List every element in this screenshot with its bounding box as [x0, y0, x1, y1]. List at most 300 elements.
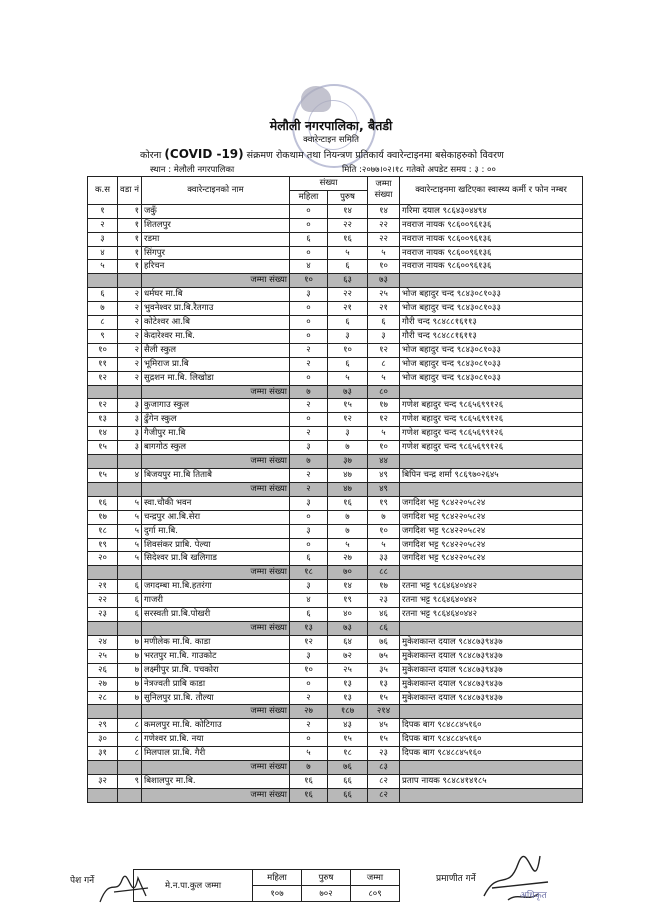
cell-male: १६	[328, 496, 368, 510]
table-row	[88, 413, 583, 427]
cell-ward: ३	[118, 399, 142, 413]
cell-male: ३	[328, 427, 368, 441]
cell-male: १८	[328, 747, 368, 761]
cell-blank	[88, 385, 118, 399]
table-row	[88, 343, 583, 357]
cell-male: १६	[328, 232, 368, 246]
cell-contact: जगदिश भट्ट ९८४२२०५८२४	[400, 552, 583, 566]
cell-contact: नवराज नायक ९८६००९६१३६	[400, 260, 583, 274]
cell-contact: गणेश बहादुर चन्द ९८६५६९९१२६	[400, 399, 583, 413]
update-date: मिति :२०७७।०२।१८ गतेको अपडेट समय : ३ : ००	[342, 165, 496, 175]
cell-contact: जगदिश भट्ट ९८४२२०५८२४	[400, 510, 583, 524]
cell-total: ७	[368, 510, 400, 524]
cell-ward: २	[118, 302, 142, 316]
subtotal-row	[88, 455, 583, 469]
cell-total: ८६	[368, 621, 400, 635]
cell-male: ४०	[328, 608, 368, 622]
cell-male: २५	[328, 663, 368, 677]
cell-serial: ३१	[88, 747, 118, 761]
cell-blank	[400, 566, 583, 580]
table-row	[88, 663, 583, 677]
cell-blank	[400, 385, 583, 399]
cell-serial: ७	[88, 302, 118, 316]
cell-serial: २२	[88, 594, 118, 608]
cell-female: ७	[290, 455, 328, 469]
subject-suffix: संक्रमण रोकथाम तथा नियन्त्रण प्रतिकार्य क्वारेन्टाइनमा बसेकाहरुको विवरण	[243, 150, 504, 161]
cell-female: ४	[290, 260, 328, 274]
cell-female: ५	[290, 747, 328, 761]
table-row	[88, 635, 583, 649]
cell-female: ३	[290, 496, 328, 510]
cell-female: ०	[290, 204, 328, 218]
cell-total: २३	[368, 747, 400, 761]
cell-serial: २१	[88, 580, 118, 594]
cell-male: २१	[328, 302, 368, 316]
table-row	[88, 302, 583, 316]
grand-total-label: मे.न.पा.कुल जम्मा	[134, 870, 253, 902]
cell-blank	[400, 621, 583, 635]
cell-contact: मुकेशकान्त दयाल ९८४८७३९४३७	[400, 677, 583, 691]
cell-contact: नवराज नायक ९८६००९६१३६	[400, 218, 583, 232]
cell-female: ०	[290, 329, 328, 343]
cell-female: १३	[290, 621, 328, 635]
cell-serial: ३०	[88, 733, 118, 747]
cell-total: १५	[368, 733, 400, 747]
cell-blank	[118, 621, 142, 635]
cell-male: ३	[328, 329, 368, 343]
subtotal-label: जम्मा संख्या	[142, 274, 290, 288]
cell-ward: ६	[118, 608, 142, 622]
cell-total: २५	[368, 288, 400, 302]
cell-male: १२	[328, 413, 368, 427]
cell-total: १०	[368, 524, 400, 538]
cell-male: ४३	[328, 719, 368, 733]
cell-total: ५	[368, 246, 400, 260]
cell-female: ३	[290, 580, 328, 594]
col-name: क्वारेन्टाइनको नाम	[142, 177, 290, 205]
cell-serial: २६	[88, 663, 118, 677]
cell-name: रडमा	[142, 232, 290, 246]
office-title: मेलौली नगरपालिका, बैतडी	[269, 118, 393, 133]
cell-name: सिंगपुर	[142, 246, 290, 260]
cell-total: २२	[368, 218, 400, 232]
cell-blank	[118, 705, 142, 719]
cell-total: ४४	[368, 455, 400, 469]
cell-contact: प्रताप नायक ९८४८४१४१८५	[400, 774, 583, 788]
subtotal-label: जम्मा संख्या	[142, 566, 290, 580]
cell-male: ७३	[328, 621, 368, 635]
cell-total: १२	[368, 343, 400, 357]
cell-contact: दिपक बाग ९८४८८४५१६०	[400, 733, 583, 747]
subtotal-label: जम्मा संख्या	[142, 621, 290, 635]
subtotal-row	[88, 385, 583, 399]
cell-male: २७	[328, 552, 368, 566]
cell-serial: १२	[88, 371, 118, 385]
cell-serial: ८	[88, 316, 118, 330]
cell-total: १०	[368, 441, 400, 455]
cell-male: ७	[328, 524, 368, 538]
cell-contact: गौरी चन्द ९८४८८१६११३	[400, 329, 583, 343]
cell-total: १३	[368, 677, 400, 691]
cell-serial: १०	[88, 343, 118, 357]
cell-male: ७	[328, 441, 368, 455]
cell-total: ६	[368, 316, 400, 330]
cell-female: २	[290, 482, 328, 496]
table-row	[88, 733, 583, 747]
cell-serial: २५	[88, 649, 118, 663]
cell-male: ४७	[328, 469, 368, 483]
cell-name: कमलपुर मा.बि. कोटिगाउ	[142, 719, 290, 733]
office-subtitle: क्वारेन्टाइन समिति	[303, 135, 359, 145]
cell-serial: १	[88, 204, 118, 218]
cell-male: ६६	[328, 788, 368, 802]
table-row	[88, 580, 583, 594]
cell-female: २	[290, 691, 328, 705]
cell-blank	[118, 455, 142, 469]
cell-serial: १५	[88, 469, 118, 483]
cell-ward: २	[118, 288, 142, 302]
cell-ward: ७	[118, 691, 142, 705]
cell-contact: गौरी चन्द ९८४८८१६११३	[400, 316, 583, 330]
table-body	[88, 204, 583, 802]
cell-name: हरिचन	[142, 260, 290, 274]
subtotal-row	[88, 566, 583, 580]
cell-total: १७	[368, 399, 400, 413]
col-male: पुरुष	[328, 190, 368, 204]
cell-female: ३	[290, 288, 328, 302]
cell-female: २	[290, 399, 328, 413]
grand-total-head: जम्मा	[351, 870, 400, 886]
cell-female: ६	[290, 608, 328, 622]
cell-male: १९	[328, 594, 368, 608]
cell-serial: १६	[88, 496, 118, 510]
cell-female: २	[290, 469, 328, 483]
cell-serial: २४	[88, 635, 118, 649]
cell-male: ७३	[328, 385, 368, 399]
cell-blank	[400, 482, 583, 496]
cell-total: ८२	[368, 788, 400, 802]
cell-ward: ७	[118, 635, 142, 649]
cell-blank	[88, 705, 118, 719]
table-row	[88, 399, 583, 413]
cell-name: भुवनेश्वर प्रा.बि.रैतगाउ	[142, 302, 290, 316]
cell-contact: गरिमा दयाल ९८६४३०४४९४	[400, 204, 583, 218]
table-row	[88, 260, 583, 274]
cell-female: ०	[290, 413, 328, 427]
col-total: जम्मा संख्या	[368, 177, 400, 205]
cell-blank	[400, 274, 583, 288]
cell-blank	[118, 385, 142, 399]
cell-serial: ४	[88, 246, 118, 260]
table-row	[88, 232, 583, 246]
cell-ward: ५	[118, 538, 142, 552]
cell-female: ६	[290, 232, 328, 246]
cell-name: भरतपुर मा.बि. गाउकोट	[142, 649, 290, 663]
cell-blank	[88, 761, 118, 775]
cell-name: जकुँ	[142, 204, 290, 218]
cell-male: १०	[328, 343, 368, 357]
cell-name: कुजागाउ स्कुल	[142, 399, 290, 413]
grand-female-value: १०७	[253, 886, 302, 902]
cell-serial: ३	[88, 232, 118, 246]
cell-name: कोटेश्वर आ.बि	[142, 316, 290, 330]
col-ward: वडा नं	[118, 177, 142, 205]
cell-name: चन्द्रपुर आ.बि.सेरा	[142, 510, 290, 524]
cell-name: बिजयपुर मा.बि तिताबै	[142, 469, 290, 483]
cell-ward: १	[118, 260, 142, 274]
table-row	[88, 427, 583, 441]
table-row	[88, 218, 583, 232]
cell-male: १५	[328, 399, 368, 413]
cell-female: २	[290, 427, 328, 441]
cell-male: ६	[328, 260, 368, 274]
cell-female: १०	[290, 274, 328, 288]
cell-name: गैजीपुर मा.बि	[142, 427, 290, 441]
cell-serial: १३	[88, 413, 118, 427]
cell-ward: ७	[118, 663, 142, 677]
table-row	[88, 719, 583, 733]
cell-ward: १	[118, 246, 142, 260]
table-row	[88, 691, 583, 705]
cell-ward: ८	[118, 719, 142, 733]
cell-ward: ३	[118, 427, 142, 441]
cell-male: ७	[328, 510, 368, 524]
cell-total: ७५	[368, 649, 400, 663]
table-row	[88, 441, 583, 455]
cell-female: ४	[290, 594, 328, 608]
table-row	[88, 649, 583, 663]
cell-female: १२	[290, 635, 328, 649]
cell-name: ढुँगेन स्कुल	[142, 413, 290, 427]
cell-contact: मुकेशकान्त दयाल ९८४८७३९४३७	[400, 635, 583, 649]
table-row	[88, 357, 583, 371]
cell-female: ०	[290, 316, 328, 330]
cell-serial: २९	[88, 719, 118, 733]
cell-ward: १	[118, 204, 142, 218]
cell-male: ६३	[328, 274, 368, 288]
cell-name: मणीलेक मा.बि. काडा	[142, 635, 290, 649]
grand-total-value: ८०९	[351, 886, 400, 902]
cell-ward: ५	[118, 524, 142, 538]
cell-total: २१४	[368, 705, 400, 719]
cell-female: ०	[290, 733, 328, 747]
cell-ward: १	[118, 218, 142, 232]
table-row	[88, 246, 583, 260]
table-row	[88, 329, 583, 343]
cell-contact: बिपिन चन्द्र शर्मा ९८६९७०२६४५	[400, 469, 583, 483]
cell-female: ३	[290, 649, 328, 663]
table-row	[88, 747, 583, 761]
cell-female: २	[290, 719, 328, 733]
cell-serial: २	[88, 218, 118, 232]
col-count: संख्या	[290, 177, 368, 191]
cell-ward: २	[118, 357, 142, 371]
cell-total: २३	[368, 594, 400, 608]
grand-total-table	[133, 869, 400, 902]
cell-ward: ६	[118, 580, 142, 594]
cell-serial: २०	[88, 552, 118, 566]
cell-total: ४९	[368, 482, 400, 496]
table-row	[88, 552, 583, 566]
cell-contact: दिपक बाग ९८४८८४५१६०	[400, 719, 583, 733]
cell-total: ४९	[368, 469, 400, 483]
cell-total: ५	[368, 427, 400, 441]
cell-name: धर्मघर मा.बि	[142, 288, 290, 302]
approved-by-label: प्रमाणीत गर्ने	[436, 874, 476, 884]
cell-male: ७२	[328, 649, 368, 663]
cell-serial: १२	[88, 399, 118, 413]
cell-name: केदारेश्वर मा.बि.	[142, 329, 290, 343]
cell-total: ७६	[368, 635, 400, 649]
table-row	[88, 288, 583, 302]
cell-total: ७३	[368, 274, 400, 288]
document-subject	[140, 147, 504, 161]
cell-blank	[400, 788, 583, 802]
cell-total: ८	[368, 357, 400, 371]
subtotal-label: जम्मा संख्या	[142, 788, 290, 802]
cell-total: १७	[368, 580, 400, 594]
table-row	[88, 594, 583, 608]
cell-contact: रतना भट्ट ९८६४६४०४४२	[400, 608, 583, 622]
table-row	[88, 469, 583, 483]
cell-total: ८३	[368, 761, 400, 775]
cell-contact: गणेश बहादुर चन्द ९८६५६९९१२६	[400, 441, 583, 455]
cell-blank	[118, 274, 142, 288]
subtotal-row	[88, 761, 583, 775]
cell-total: ४६	[368, 608, 400, 622]
table-row	[88, 510, 583, 524]
cell-name: मिलपाल प्रा.बि. गैरी	[142, 747, 290, 761]
cell-serial: १९	[88, 538, 118, 552]
cell-name: शिवसंकर प्राबि. पेल्या	[142, 538, 290, 552]
cell-male: ५	[328, 538, 368, 552]
subtotal-label: जम्मा संख्या	[142, 385, 290, 399]
cell-contact: मुकेशकान्त दयाल ९८४८७३९४३७	[400, 691, 583, 705]
cell-contact: भोज बहादुर चन्द ९८४३०८१०३३	[400, 288, 583, 302]
prepared-by-label: पेश गर्ने	[70, 876, 95, 886]
cell-female: ०	[290, 510, 328, 524]
table-row	[88, 496, 583, 510]
grand-female-label: महिला	[253, 870, 302, 886]
cell-total: ३५	[368, 663, 400, 677]
cell-name: नेत्रज्वती प्राबि काडा	[142, 677, 290, 691]
cell-ward: १	[118, 232, 142, 246]
grand-male-value: ७०२	[302, 886, 351, 902]
cell-female: १६	[290, 788, 328, 802]
cell-name: सैली स्कुल	[142, 343, 290, 357]
col-female: महिला	[290, 190, 328, 204]
cell-female: ०	[290, 246, 328, 260]
cell-blank	[88, 788, 118, 802]
cell-male: ६	[328, 357, 368, 371]
cell-total: ५	[368, 538, 400, 552]
subtotal-label: जम्मा संख्या	[142, 482, 290, 496]
cell-serial: २८	[88, 691, 118, 705]
cell-contact: रतना भट्ट ९८६४६४०४४२	[400, 580, 583, 594]
cell-name: सुनिलपुर प्रा.बि. तौल्या	[142, 691, 290, 705]
table-row	[88, 677, 583, 691]
cell-contact: रतना भट्ट ९८६४६४०४४२	[400, 594, 583, 608]
cell-serial: ११	[88, 357, 118, 371]
cell-female: ३	[290, 524, 328, 538]
cell-male: १४	[328, 580, 368, 594]
grand-male-label: पुरुष	[302, 870, 351, 886]
cell-serial: १७	[88, 510, 118, 524]
cell-ward: ५	[118, 552, 142, 566]
nepal-emblem-icon	[301, 86, 331, 112]
cell-contact: जगदिश भट्ट ९८४२२०५८२४	[400, 524, 583, 538]
cell-serial: १५	[88, 441, 118, 455]
cell-name: सरस्वती प्रा.बि.पोखरी	[142, 608, 290, 622]
cell-contact: भोज बहादुर चन्द ९८४३०८१०३३	[400, 343, 583, 357]
cell-female: ३	[290, 441, 328, 455]
cell-blank	[400, 455, 583, 469]
col-serial: क.स	[88, 177, 118, 205]
cell-contact: भोज बहादुर चन्द ९८४३०८१०३३	[400, 302, 583, 316]
cell-name: भूमिराज प्रा.बि	[142, 357, 290, 371]
cell-male: ६४	[328, 635, 368, 649]
table-row	[88, 608, 583, 622]
cell-name: सिदेश्वर प्रा.बि खलिगाड	[142, 552, 290, 566]
table-row	[88, 316, 583, 330]
cell-female: ०	[290, 371, 328, 385]
cell-total: ८०	[368, 385, 400, 399]
cell-serial: ६	[88, 288, 118, 302]
cell-name: लक्ष्मीपुर प्रा.बि. पचकोरा	[142, 663, 290, 677]
cell-male: ४७	[328, 482, 368, 496]
cell-contact: गणेश बहादुर चन्द ९८६५६९९१२६	[400, 427, 583, 441]
place-label: स्थान : मेलौली नगरपालिका	[150, 165, 235, 175]
cell-female: ०	[290, 218, 328, 232]
cell-contact: गणेश बहादुर चन्द ९८६५६९९१२६	[400, 413, 583, 427]
subtotal-label: जम्मा संख्या	[142, 455, 290, 469]
table-row	[88, 204, 583, 218]
cell-ward: ५	[118, 510, 142, 524]
cell-blank	[88, 482, 118, 496]
cell-male: १४	[328, 204, 368, 218]
cell-ward: २	[118, 371, 142, 385]
cell-ward: २	[118, 329, 142, 343]
cell-female: ७	[290, 385, 328, 399]
cell-total: १४	[368, 204, 400, 218]
cell-ward: २	[118, 343, 142, 357]
cell-ward: ७	[118, 677, 142, 691]
subtotal-label: जम्मा संख्या	[142, 705, 290, 719]
cell-name: जगदम्बा मा.बि.हतरंगा	[142, 580, 290, 594]
cell-female: २	[290, 343, 328, 357]
cell-total: ३३	[368, 552, 400, 566]
cell-male: ३७	[328, 455, 368, 469]
cell-contact: भोज बहादुर चन्द ९८४३०८१०३३	[400, 357, 583, 371]
cell-name: बागगोठ स्कुल	[142, 441, 290, 455]
cell-name: गाजरी	[142, 594, 290, 608]
cell-total: २१	[368, 302, 400, 316]
cell-serial: ५	[88, 260, 118, 274]
cell-contact: मुकेशकान्त दयाल ९८४८७३९४३७	[400, 649, 583, 663]
cell-serial: १४	[88, 427, 118, 441]
cell-ward: ६	[118, 594, 142, 608]
cell-ward: ४	[118, 469, 142, 483]
cell-contact: मुकेशकान्त दयाल ९८४८७३९४३७	[400, 663, 583, 677]
cell-name: स्वा.चौकी भवन	[142, 496, 290, 510]
cell-ward: ८	[118, 747, 142, 761]
quarantine-table	[87, 176, 583, 803]
cell-ward: ३	[118, 441, 142, 455]
subtotal-row	[88, 621, 583, 635]
cell-blank	[400, 761, 583, 775]
cell-contact: भोज बहादुर चन्द ९८४३०८१०३३	[400, 371, 583, 385]
cell-female: २	[290, 357, 328, 371]
